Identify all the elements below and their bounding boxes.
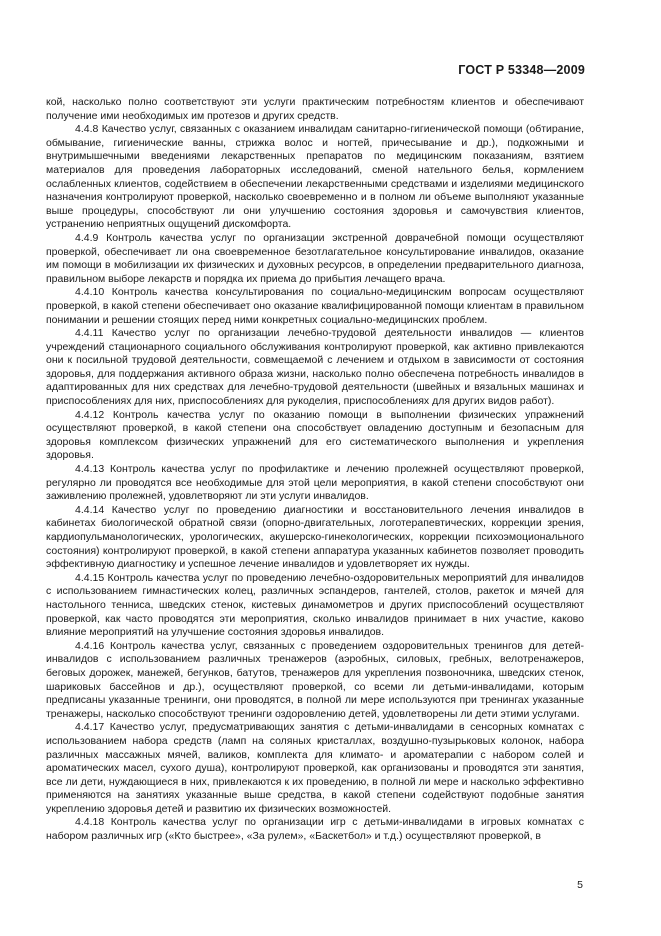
page-number: 5 <box>577 879 583 891</box>
document-body <box>46 96 584 844</box>
paragraph-continuation: кой, насколько полно соответствуют эти услуги практическим потребностям клиентов и обеспечивают получение ими необходимых им протезов и других средств. <box>46 96 584 122</box>
paragraph-4-4-10: 4.4.10 Контроль качества консультирования по социально-медицинским вопросам осуществляют проверкой, в какой степени обеспечивает оно оказание квалифицированной помощи клиентам в правильном понимании и решении стоящих перед ними конкретных социально-медицинских проблем. <box>46 286 584 326</box>
paragraph-4-4-14: 4.4.14 Качество услуг по проведению диагностики и восстановительного лечения инвалидов в кабинетах биологической обратной связи (опорно-двигательных, логотерапевтических, коррекции зрения, кардиопульманологических, урологических, акушерско-гинекологических, коррекции психоэмоционального состояния) контролируют проверкой, в какой степени аппаратура указанных кабинетов позволяет проводить эффективную диагностику и успешное лечение инвалидов и удовлетворяет их нужды. <box>46 503 584 571</box>
paragraph-4-4-8: 4.4.8 Качество услуг, связанных с оказанием инвалидам санитарно-гигиенической помощи (обтирание, обмывание, гигиенические ванны, стрижка волос и ногтей, причесывание и др.), подкожными и внутримышечными введениями лекарственных препаратов по медицинским показаниям, взятием материалов для проведения лабораторных исследований, сменой нательного белья, кормлением ослабленных клиентов, содействием в обеспечении лекарственными средствами и изделиями медицинского назначения контролируют проверкой, насколько своевременно и в полном ли объеме выполняют указанные выше процедуры, способствуют ли они улучшению состояния здоровья и самочувствия клиентов, устранению неприятных ощущений дискомфорта. <box>46 123 584 231</box>
paragraph-4-4-11: 4.4.11 Качество услуг по организации лечебно-трудовой деятельности инвалидов — клиентов учреждений стационарного социального обслуживания контролируют проверкой, как активно привлекаются они к посильной трудовой деятельности, совмещаемой с лечением и отдыхом в зависимости от состояния здоровья, для поддержания активного образа жизни, насколько полно обеспечена потребность инвалидов в адаптированных для них средствах для лечебно-трудовой деятельности (швейных и вязальных машинах и приспособлениях для них, приспособлениях для рукоделия, приспособлениях для других видов работ). <box>46 327 584 408</box>
paragraph-4-4-15: 4.4.15 Контроль качества услуг по проведению лечебно-оздоровительных мероприятий для инвалидов с использованием гимнастических колец, различных эспандеров, гантелей, столов, ракеток и мячей для настольного тенниса, шведских стенок, кистевых динамометров и других приспособлений осуществляют проверкой, как часто проводятся эти мероприятия, сколько инвалидов принимает в них участие, каково влияние мероприятий на улучшение состояния здоровья инвалидов. <box>46 571 584 639</box>
document-header: ГОСТ Р 53348—2009 <box>458 63 585 77</box>
paragraph-4-4-17: 4.4.17 Качество услуг, предусматривающих занятия с детьми-инвалидами в сенсорных комнатах с использованием набора средств (ламп на соляных кристаллах, воздушно-пузырьковых колонок, набора различных массажных мячей, валиков, комплекта для климато- и ароматерапии с набором солей и ароматических масел, сухого душа), контролируют проверкой, как организованы и проводятся эти занятия, все ли дети, нуждающиеся в них, привлекаются к их проведению, в полной ли мере и насколько эффективно применяются на занятиях указанные выше средства, в какой степени содействуют подобные занятия укреплению здоровья детей и развитию их физических возможностей. <box>46 721 584 815</box>
paragraph-4-4-18: 4.4.18 Контроль качества услуг по организации игр с детьми-инвалидами в игровых комнатах с набором различных игр («Кто быстрее», «За рулем», «Баскетбол» и т.д.) осуществляют проверкой, в <box>46 816 584 843</box>
paragraph-4-4-13: 4.4.13 Контроль качества услуг по профилактике и лечению пролежней осуществляют проверкой, регулярно ли проводятся все необходимые для этой цели мероприятия, в какой степени способствуют они заживлению пролежней, удовлетворяют ли эти услуги инвалидов. <box>46 463 584 503</box>
paragraph-4-4-16: 4.4.16 Контроль качества услуг, связанных с проведением оздоровительных тренингов для детей-инвалидов с использованием различных тренажеров (аэробных, силовых, гребных, велотренажеров, беговых дорожек, манежей, бегунков, батутов, тренажеров для укрепления позвоночника, шведских стенок, шариковых бассейнов и др.), осуществляют проверкой, со всеми ли детьми-инвалидами, которым предписаны указанные тренинги, они проводятся, в полной ли мере используются при тренингах указанные тренажеры, насколько способствуют тренинги оздоровлению детей, удовлетворены ли дети этими услугами. <box>46 639 584 720</box>
paragraph-4-4-12: 4.4.12 Контроль качества услуг по оказанию помощи в выполнении физических упражнений осуществляют проверкой, в какой степени она способствует овладению доступным и безопасным для здоровья комплексом физических упражнений для его систематического выполнения и укрепления здоровья. <box>46 408 584 462</box>
paragraph-4-4-9: 4.4.9 Контроль качества услуг по организации экстренной доврачебной помощи осуществляют проверкой, обеспечивает ли она своевременное безотлагательное консультирование инвалидов, оказание им помощи в мобилизации их физических и духовных ресурсов, в определении предварительного диагноза, правильном выборе лекарств и порядка их приема до прибытия лечащего врача. <box>46 231 584 285</box>
